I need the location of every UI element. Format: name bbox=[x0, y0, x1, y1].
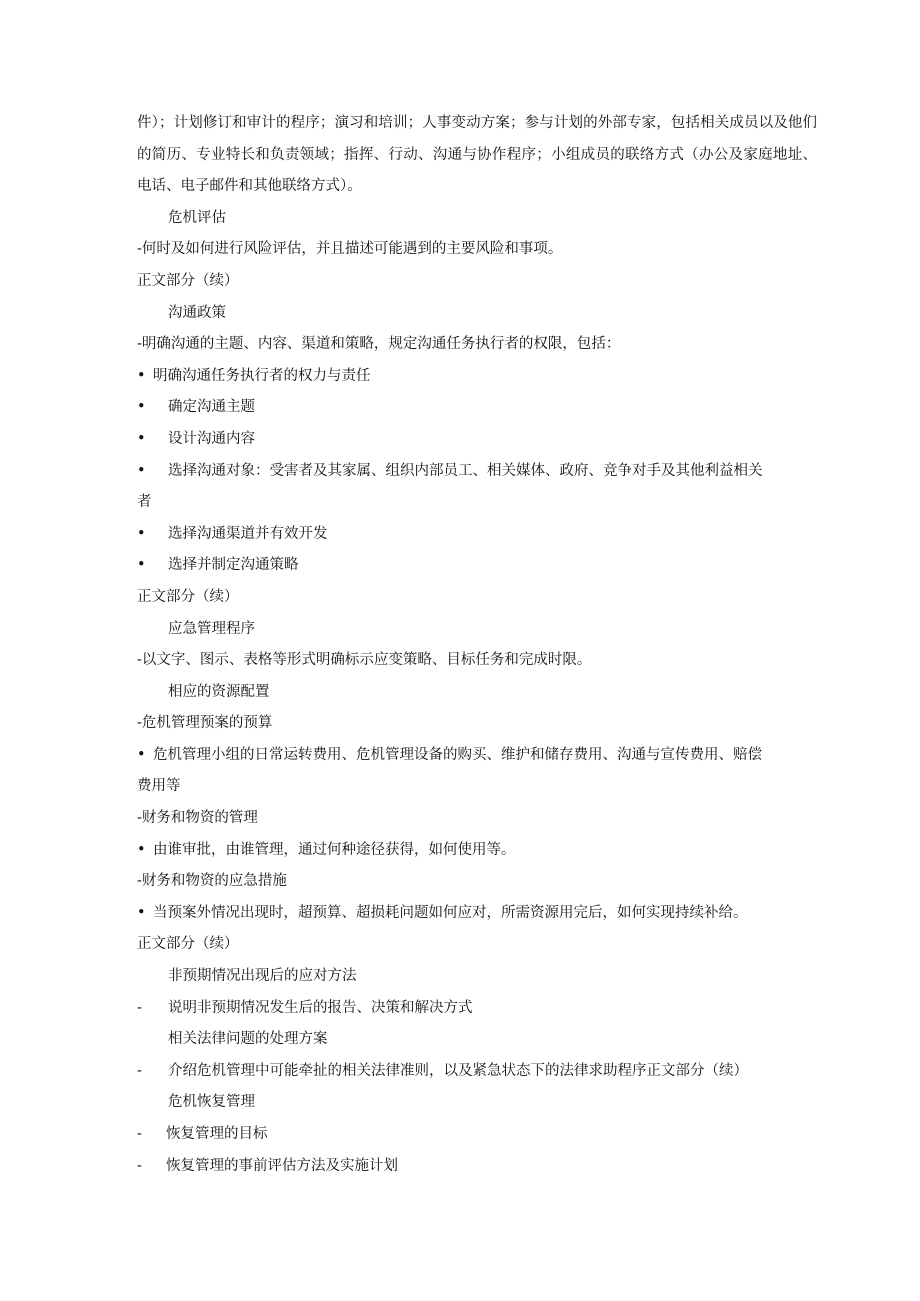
section-heading: 应急管理程序 bbox=[168, 620, 255, 637]
bullet-item bbox=[137, 835, 817, 867]
bullet-continuation: 者 bbox=[137, 494, 152, 511]
dash-item bbox=[137, 1151, 817, 1183]
body-line: -何时及如何进行风险评估，并且描述可能遇到的主要风险和事项。 bbox=[137, 241, 563, 258]
bullet-item bbox=[137, 392, 817, 424]
body-line: -明确沟通的主题、内容、渠道和策略，规定沟通任务执行者的权限，包括： bbox=[137, 336, 621, 353]
dash-item bbox=[137, 993, 817, 1025]
bullet-text: 选择沟通对象：受害者及其家属、组织内部员工、相关媒体、政府、竞争对手及其他利益相关 bbox=[168, 462, 763, 479]
section-heading: 相应的资源配置 bbox=[168, 683, 270, 700]
section-heading: 非预期情况出现后的应对方法 bbox=[168, 968, 357, 985]
bullet-item bbox=[137, 550, 817, 582]
continued-label: 正文部分（续） bbox=[137, 272, 239, 289]
section-heading: 危机评估 bbox=[168, 209, 226, 226]
body-line: -财务和物资的应急措施 bbox=[137, 873, 287, 890]
bullet-text: 明确沟通任务执行者的权力与责任 bbox=[153, 367, 371, 384]
bullet-mark: • bbox=[137, 525, 146, 542]
dash-text: 恢复管理的事前评估方法及实施计划 bbox=[166, 1157, 398, 1174]
dash-mark: - bbox=[137, 1157, 142, 1174]
document-page bbox=[137, 108, 817, 1182]
bullet-mark: • bbox=[137, 557, 146, 574]
bullet-item bbox=[137, 898, 817, 930]
bullet-text: 选择并制定沟通策略 bbox=[168, 557, 299, 574]
bullet-text: 由谁审批，由谁管理，通过何种途径获得，如何使用等。 bbox=[153, 841, 516, 858]
intro-paragraph: 件）；计划修订和审计的程序；演习和培训；人事变动方案；参与计划的外部专家，包括相关成员以及他们的简历、专业特长和负责领域；指挥、行动、沟通与协作程序；小组成员的联络方式（办公及家庭地址、电话、电子邮件和其他联络方式）。 bbox=[137, 115, 817, 195]
bullet-item bbox=[137, 519, 817, 551]
bullet-text: 选择沟通渠道并有效开发 bbox=[168, 525, 328, 542]
dash-text: 说明非预期情况发生后的报告、决策和解决方式 bbox=[168, 999, 473, 1016]
section-heading: 危机恢复管理 bbox=[168, 1094, 255, 1111]
bullet-continuation: 费用等 bbox=[137, 778, 181, 795]
body-line: -以文字、图示、表格等形式明确标示应变策略、目标任务和完成时限。 bbox=[137, 652, 592, 669]
bullet-mark: • bbox=[137, 399, 146, 416]
bullet-mark: • bbox=[137, 462, 146, 479]
dash-item bbox=[137, 1056, 817, 1088]
section-heading: 相关法律问题的处理方案 bbox=[168, 1031, 328, 1048]
bullet-text: 确定沟通主题 bbox=[168, 399, 255, 416]
bullet-text: 当预案外情况出现时，超预算、超损耗问题如何应对，所需资源用完后，如何实现持续补给。 bbox=[153, 904, 748, 921]
continued-label: 正文部分（续） bbox=[137, 936, 239, 953]
bullet-item bbox=[137, 424, 817, 456]
section-heading: 沟通政策 bbox=[168, 304, 226, 321]
bullet-mark: • bbox=[137, 904, 146, 921]
bullet-mark: • bbox=[137, 367, 146, 384]
bullet-text: 危机管理小组的日常运转费用、危机管理设备的购买、维护和储存费用、沟通与宣传费用、赔偿 bbox=[153, 746, 762, 763]
dash-text: 介绍危机管理中可能牵扯的相关法律准则，以及紧急状态下的法律求助程序正文部分（续） bbox=[168, 1062, 748, 1079]
dash-mark: - bbox=[137, 1062, 142, 1079]
bullet-text: 设计沟通内容 bbox=[168, 430, 255, 447]
bullet-mark: • bbox=[137, 430, 146, 447]
bullet-mark: • bbox=[137, 841, 146, 858]
dash-item bbox=[137, 1119, 817, 1151]
continued-label: 正文部分（续） bbox=[137, 588, 239, 605]
body-line: -危机管理预案的预算 bbox=[137, 715, 273, 732]
bullet-mark: • bbox=[137, 746, 146, 763]
dash-mark: - bbox=[137, 999, 142, 1016]
dash-mark: - bbox=[137, 1126, 142, 1142]
body-line: -财务和物资的管理 bbox=[137, 810, 258, 827]
bullet-item bbox=[137, 456, 817, 488]
bullet-item bbox=[137, 361, 817, 393]
dash-text: 恢复管理的目标 bbox=[166, 1126, 268, 1142]
bullet-item bbox=[137, 740, 817, 772]
